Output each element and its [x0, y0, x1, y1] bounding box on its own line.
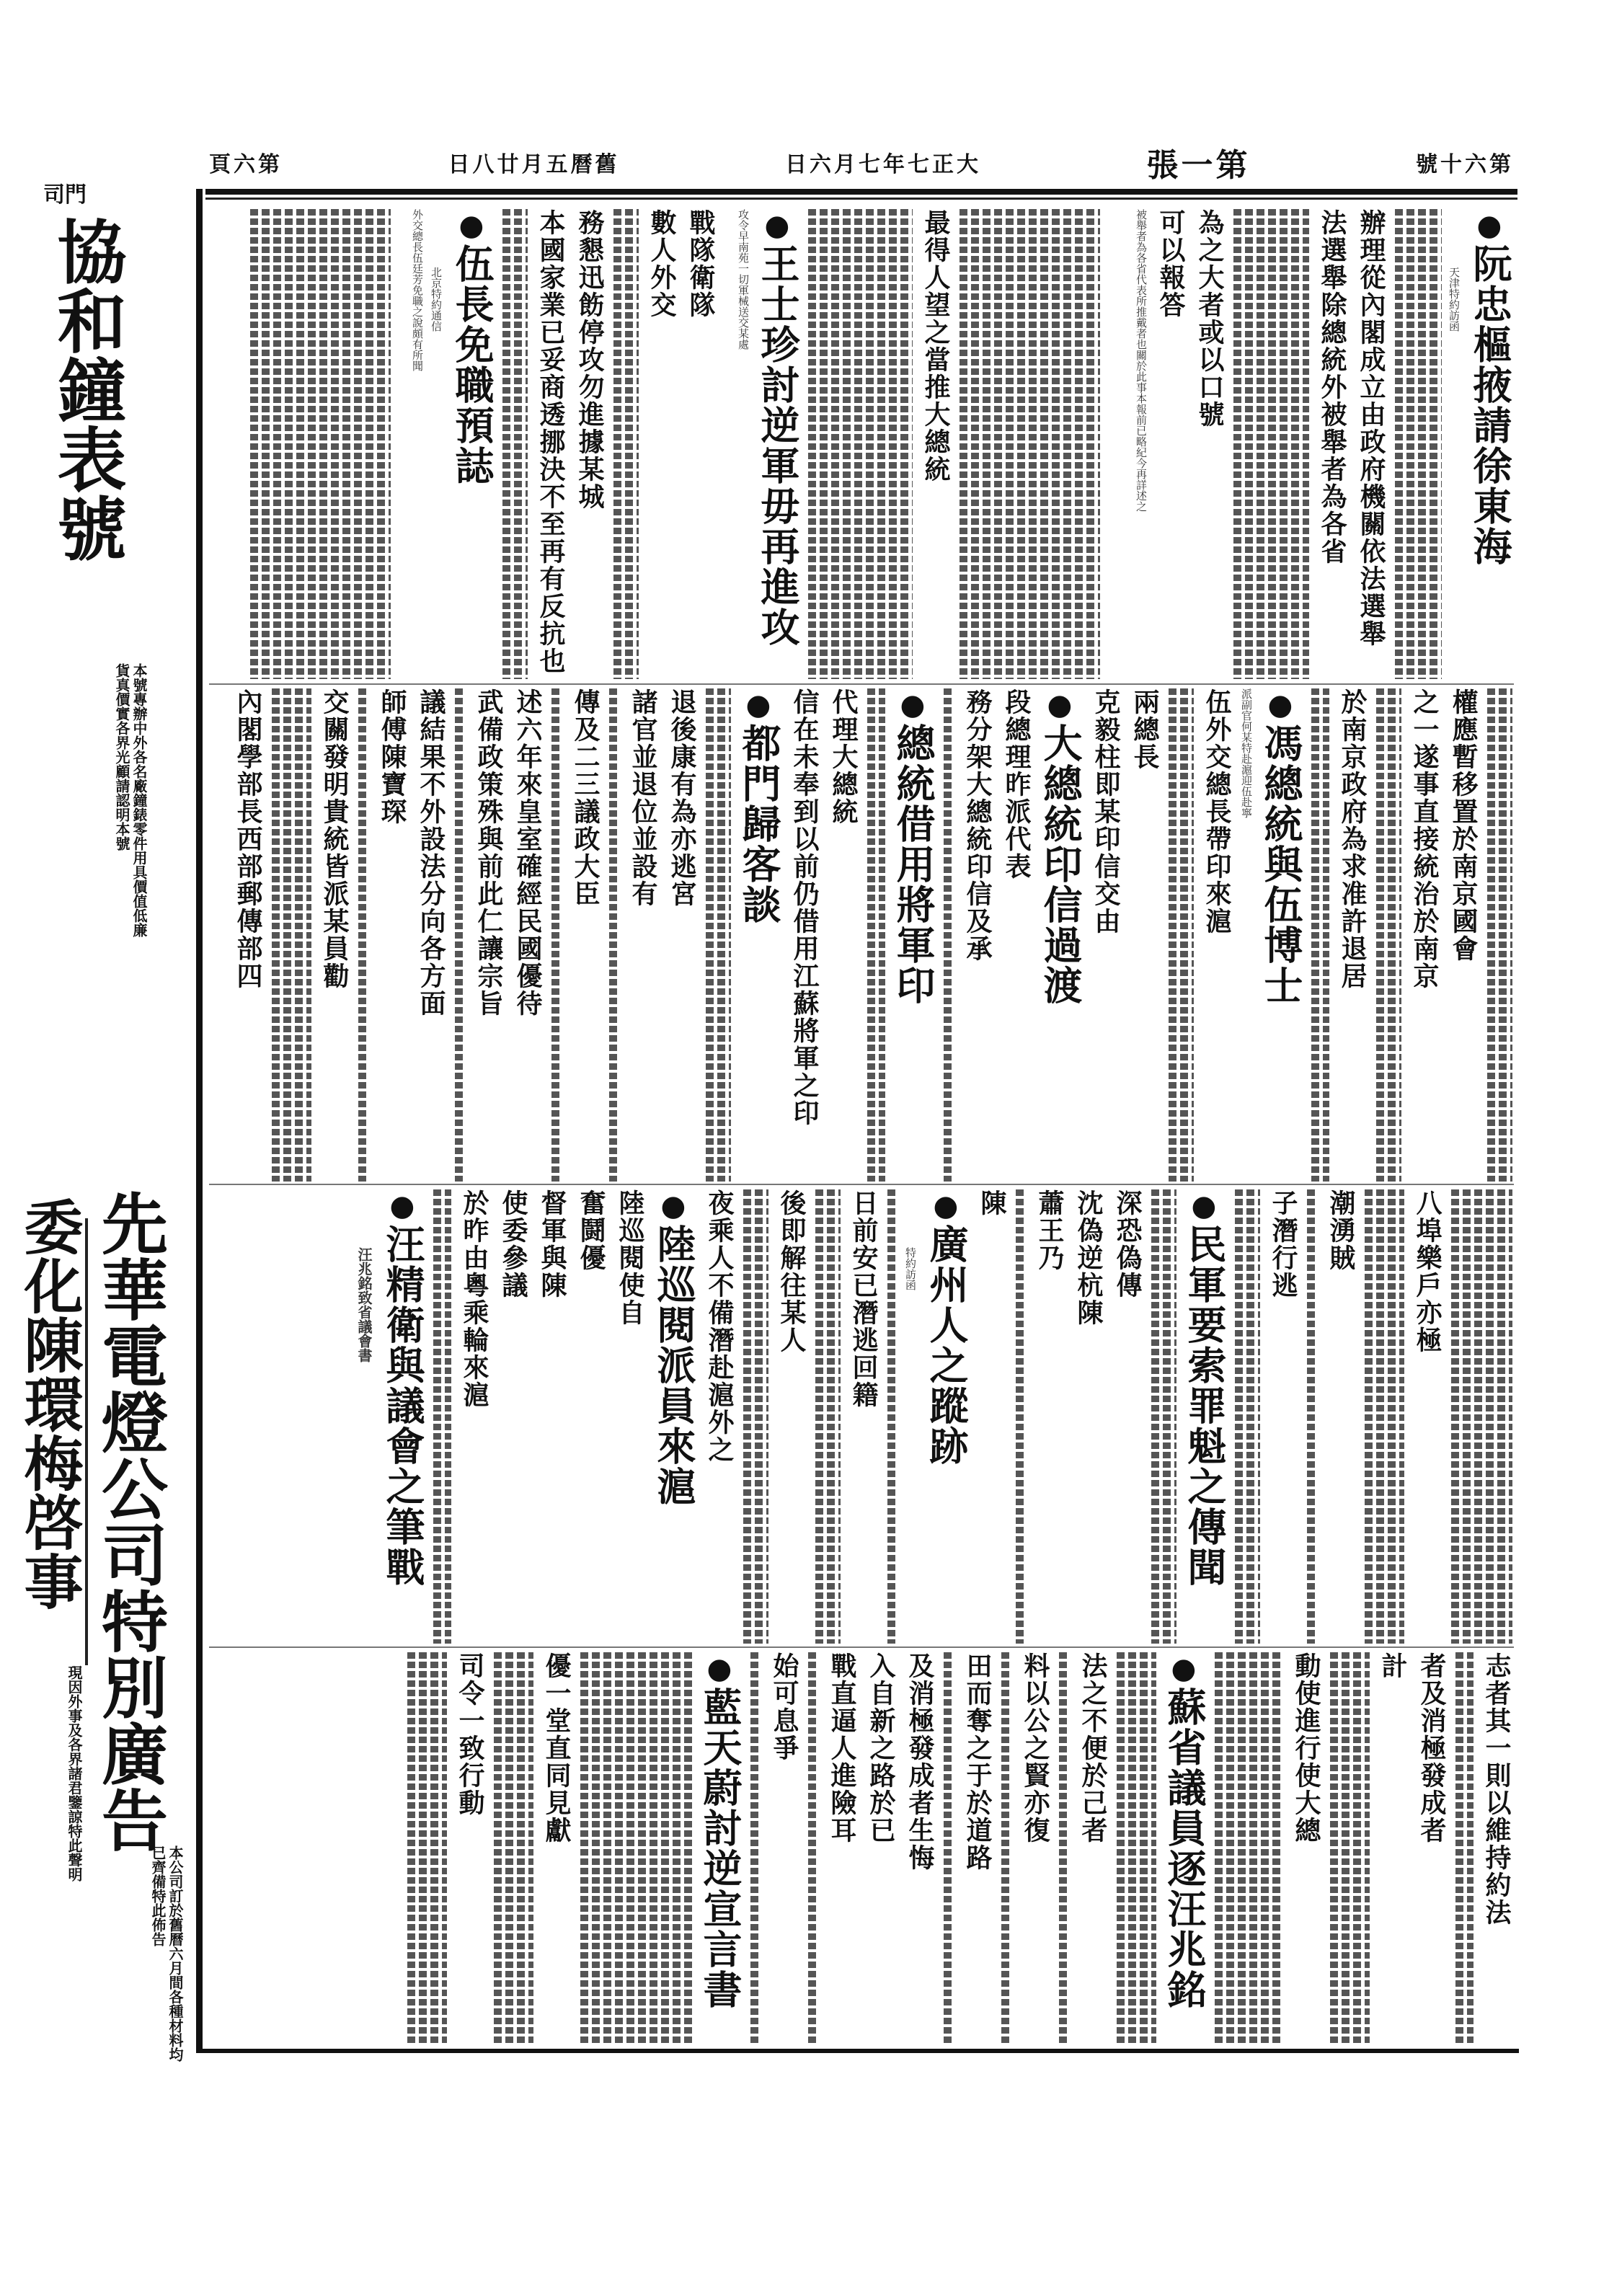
article-text: 夜乘人不備潛赴滬外之: [704, 1189, 734, 1463]
ad-notice-title: 委化陳環梅啓事: [14, 1197, 84, 1610]
illegible-text: [355, 688, 369, 1182]
masthead: [209, 144, 1514, 184]
headline-lan-tianwei: ● 藍天蔚討逆宣言書: [696, 1652, 743, 2046]
illegible-text: [1326, 1652, 1370, 2046]
illegible-text: [1452, 1652, 1473, 2046]
article-text: 伍外交總長帶印來滬: [1202, 688, 1231, 935]
article-text: 內閣學部長西部郵傳部四: [233, 688, 262, 990]
top-rule-thin: [205, 198, 1517, 200]
headline-jiangsu-assembly: ● 蘇省議員逐汪兆銘: [1161, 1652, 1207, 2046]
article-text: 務懇迅飭停攻勿進據某城: [575, 209, 604, 510]
headline-capital-visitor: ● 都門歸客談: [735, 688, 781, 1182]
article-text: 蕭王乃: [1034, 1189, 1064, 1272]
lunar-date: 舊曆五月廿八日: [448, 152, 620, 177]
illegible-text: [268, 688, 311, 1182]
band-divider: [209, 1646, 1514, 1648]
illegible-text: [956, 209, 1100, 679]
top-rule: [205, 189, 1517, 195]
article-text: 被舉者為各省代表所推戴者也關於此事本報前已略紀今再詳述之: [1135, 209, 1148, 512]
illegible-text: [740, 1189, 768, 1644]
article-text: 議結果不外設法分向各方面: [416, 688, 446, 1017]
illegible-text: [548, 688, 562, 1182]
ad-divider: [85, 1218, 88, 1665]
illegible-text: [1148, 1189, 1176, 1644]
article-text: 師傅陳寶琛: [377, 688, 407, 825]
page-number: 第六頁: [209, 152, 283, 177]
illegible-text: [747, 1652, 761, 2046]
article-text: 潮湧賊: [1326, 1189, 1355, 1272]
illegible-text: [404, 1652, 447, 2046]
article-text: 田而奪之于於道路: [962, 1652, 992, 1871]
illegible-text: [805, 1652, 819, 2046]
article-text: 及消極發成者生悔: [905, 1652, 934, 1871]
illegible-text: [451, 688, 466, 1182]
illegible-text: [430, 1189, 451, 1644]
headline-guangzhou: ● 廣州人之蹤跡: [923, 1189, 969, 1644]
article-text: 傳及二三議政大臣: [570, 688, 600, 908]
article-text: 諸官並退位並設有: [628, 688, 657, 908]
article-text: 志者其一則以維持約法: [1481, 1652, 1511, 1926]
article-text: 代理大總統: [828, 688, 858, 825]
article-text: 陸巡閱使自: [615, 1189, 644, 1326]
article-text: 始可息爭: [769, 1652, 799, 1762]
illegible-text: [864, 688, 885, 1182]
article-text: 於昨由粵乘輪來滬: [459, 1189, 489, 1409]
illegible-text: [1230, 209, 1309, 679]
illegible-text: [577, 1652, 692, 2046]
illegible-text: [1165, 688, 1194, 1182]
byline: 天津特約訪函: [1448, 267, 1461, 332]
article-text: 權應暫移置於南京國會: [1448, 688, 1478, 962]
ad-electric-company-title: 先華電燈公司特別廣告: [91, 1189, 169, 1853]
illegible-text: [1303, 1189, 1318, 1644]
ad-top-label: 門司: [43, 182, 87, 208]
article-text: 辦理從內閣成立由政府機關依法選舉: [1356, 209, 1386, 647]
article-text: 入自新之路於已: [866, 1652, 895, 1844]
article-text: 於南京政府為求准許退居: [1337, 688, 1367, 990]
illegible-text: [1231, 1189, 1260, 1644]
article-text: 武備政策殊與前此仁讓宗旨: [474, 688, 503, 1017]
illegible-text: [606, 688, 620, 1182]
illegible-text: [1373, 688, 1401, 1182]
illegible-text: [1113, 1652, 1156, 2046]
article-text: 陳: [977, 1189, 1006, 1217]
illegible-text: [702, 688, 731, 1182]
band-4: [209, 1652, 1512, 2046]
illegible-text: [1448, 1189, 1512, 1644]
headline-borrowed-seal: ● 總統借用將軍印: [890, 688, 936, 1182]
article-text: 退後康有為亦逃宮: [667, 688, 696, 908]
illegible-text: [610, 209, 639, 679]
ad-notice-text: 現因外事及各界諸君鑒諒特此聲明: [66, 1665, 83, 1881]
headline-lu-envoy: ● 陸巡閱派員來滬: [650, 1189, 696, 1644]
article-text: 為之大者或以口號: [1195, 209, 1224, 428]
article-text: 述六年來皇室確經民國優待: [513, 688, 542, 1017]
article-text: 務分架大總統印信及承: [962, 688, 992, 962]
illegible-text: [499, 209, 528, 679]
illegible-text: [940, 1652, 954, 2046]
article-text: 信在未奉到以前仍借用江蘇將軍之印: [789, 688, 819, 1127]
band-3: [209, 1189, 1512, 1644]
band-divider: [209, 1184, 1514, 1185]
headline-seal-transfer: ● 大總統印信過渡: [1037, 688, 1083, 1182]
band-divider: [209, 683, 1514, 685]
article-text: 戰隊衛隊: [686, 209, 715, 319]
article-text: 數人外交: [647, 209, 676, 319]
article-text: 段總理昨派代表: [1001, 688, 1031, 880]
article-text: 派副官何某特赴滬迎伍赴寧: [1240, 688, 1253, 818]
issue-number: 第六十號: [1416, 152, 1514, 177]
article-text: 奮鬪優: [576, 1189, 606, 1272]
ad-electric-company-text: 本公司訂於舊曆六月間各種材料均已齊備特此佈告: [149, 1845, 184, 2062]
article-text: 法選舉除總統外被舉者為各省: [1317, 209, 1347, 565]
article-text: 克毅柱即某印信交由: [1091, 688, 1120, 935]
bottom-rule: [196, 2049, 1519, 2053]
article-text: 八埠樂戶亦極: [1412, 1189, 1442, 1354]
article-text: 後即解往某人: [776, 1189, 806, 1354]
byline: 汪兆銘致省議會書: [355, 1247, 373, 1362]
illegible-text: [1211, 1652, 1283, 2046]
illegible-text: [884, 1189, 898, 1644]
article-text: 動使進行使大總: [1291, 1652, 1321, 1844]
article-text: 日前安已潛逃回籍: [848, 1189, 878, 1409]
article-text: 深恐偽傳: [1112, 1189, 1142, 1299]
headline-wang-shizhen: ● 王士珍討逆軍毋再進攻: [754, 209, 800, 679]
article-text: 可以報答: [1156, 209, 1185, 319]
illegible-text: [1484, 688, 1512, 1182]
article-text: 使委參議: [498, 1189, 528, 1299]
ad-clock-shop-text: 本號專辦中外各名廠鐘錶零件用具價值低廉貨真價實各界光顧請認明本號: [113, 663, 148, 937]
illegible-text: [940, 688, 954, 1182]
illegible-text: [998, 1652, 1012, 2046]
article-text: 外交總長伍廷芳免職之說頗有所聞: [411, 209, 424, 371]
headline-ruan-zhongshu: ● 阮忠樞掖請徐東海: [1466, 209, 1512, 679]
article-text: 攻令早南苑一切軍械送交某處: [737, 209, 750, 350]
sheet-number: 第一張: [1146, 147, 1251, 184]
article-text: 子潛行逃: [1268, 1189, 1298, 1299]
illegible-text: [1391, 209, 1442, 679]
illegible-text: [247, 209, 391, 679]
article-text: 司令一致行動: [455, 1652, 484, 1817]
article-text: 法之不便於己者: [1078, 1652, 1107, 1844]
band-2: [209, 688, 1512, 1182]
illegible-text: [1361, 1189, 1404, 1644]
byline: 北京特約通信: [430, 267, 443, 332]
article-text: 計: [1378, 1652, 1407, 1680]
illegible-text: [490, 1652, 533, 2046]
article-text: 督軍與陳: [537, 1189, 567, 1299]
illegible-text: [812, 1189, 841, 1644]
headline-wu-dismissal: ● 伍長免職預誌: [448, 209, 495, 679]
article-text: 交關發明貴統皆派某員勸: [319, 688, 349, 990]
article-text: 料以公之賢亦復: [1020, 1652, 1050, 1844]
article-text: 優一堂直同見獻: [541, 1652, 571, 1844]
illegible-text: [1012, 1189, 1027, 1644]
era-date: 大正七年七月六日: [785, 152, 981, 177]
illegible-text: [1308, 688, 1329, 1182]
article-text: 戰直逼人進險耳: [827, 1652, 856, 1844]
headline-demand-culprits: ● 民軍要索罪魁之傳聞: [1181, 1189, 1227, 1644]
article-text: 沈偽逆杭陳: [1073, 1189, 1103, 1326]
article-text: 最得人望之當推大總統: [921, 209, 950, 483]
byline: 特約訪函: [904, 1247, 917, 1290]
band-1: [209, 209, 1512, 679]
article-text: 兩總長: [1130, 688, 1159, 771]
headline-wang-jingwei: ● 汪精衛與議會之筆戰: [379, 1189, 425, 1644]
illegible-text: [805, 209, 913, 679]
headline-feng-wu: ● 馮總統與伍博士: [1257, 688, 1303, 1182]
left-border: [196, 189, 203, 2052]
ad-clock-shop-title: 協和鐘表號: [46, 216, 128, 562]
illegible-text: [1055, 1652, 1070, 2046]
article-text: 者及消極發成者: [1417, 1652, 1446, 1844]
article-text: 本國家業已妥商透挪決不至再有反抗也: [536, 209, 565, 675]
article-text: 之一遂事直接統治於南京: [1409, 688, 1439, 990]
